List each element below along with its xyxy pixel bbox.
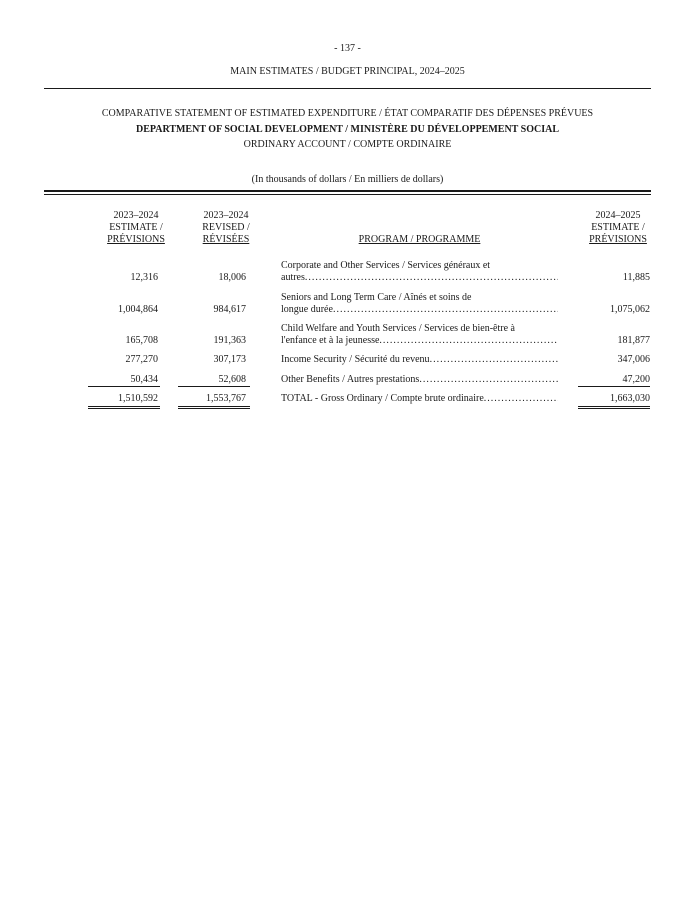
table-cell-estimate-curr: 347,006 (617, 354, 650, 365)
page-number: - 137 - (334, 43, 361, 54)
table-cell-estimate-prev: 277,270 (125, 354, 158, 365)
program-name: Other Benefits / Autres prestations (281, 374, 420, 385)
column-header-label-fr: PRÉVISIONS (107, 234, 165, 245)
column-header-revised-prev (186, 210, 266, 246)
table-row-total (281, 393, 558, 405)
table-row-program (281, 323, 558, 347)
subtotal-rule (578, 386, 650, 387)
table-row-program (281, 292, 558, 316)
document-title: MAIN ESTIMATES / BUDGET PRINCIPAL, 2024–2025 (230, 66, 465, 77)
column-header-label: ESTIMATE / (109, 222, 163, 233)
total-rule-lower (88, 408, 160, 409)
units-note: (In thousands of dollars / En milliers de dollars) (251, 174, 444, 185)
column-header-year: 2023–2024 (203, 210, 249, 221)
column-header-year: 2023–2024 (113, 210, 159, 221)
program-name-line2: l'enfance et à la jeunesse (281, 335, 380, 346)
table-cell-estimate-prev: 12,316 (130, 272, 158, 283)
table-cell-estimate-curr: 181,877 (617, 335, 650, 346)
table-cell-revised-prev: 307,173 (213, 354, 246, 365)
table-cell-revised-prev: 18,006 (218, 272, 246, 283)
table-cell-estimate-curr: 1,075,062 (610, 304, 650, 315)
leader-dots (305, 272, 558, 284)
table-cell-estimate-curr: 47,200 (622, 374, 650, 385)
program-name-line1: Seniors and Long Term Care / Aînés et soins de (281, 292, 472, 303)
total-rule-lower (178, 408, 250, 409)
column-header-estimate-prev (96, 210, 176, 246)
subtotal-rule (88, 386, 160, 387)
total-estimate-prev: 1,510,592 (118, 393, 158, 404)
program-name-line2: autres (281, 272, 305, 283)
table-cell-estimate-prev: 1,004,864 (118, 304, 158, 315)
leader-dots (333, 304, 558, 316)
table-cell-estimate-prev: 50,434 (130, 374, 158, 385)
total-rule-upper (88, 406, 160, 407)
leader-dots (379, 335, 558, 347)
table-top-rule-thick (44, 190, 651, 192)
table-cell-estimate-prev: 165,708 (125, 335, 158, 346)
column-header-estimate-curr (578, 210, 658, 246)
column-header-label-fr: RÉVISÉES (202, 234, 250, 245)
program-name-line1: Child Welfare and Youth Services / Services de bien-être à (281, 323, 515, 334)
leader-dots (484, 393, 558, 405)
table-row-program (281, 260, 558, 284)
program-name-line2: longue durée (281, 304, 333, 315)
total-estimate-curr: 1,663,030 (610, 393, 650, 404)
total-label: TOTAL - Gross Ordinary / Compte brute ordinaire (281, 393, 484, 404)
total-revised-prev: 1,553,767 (206, 393, 246, 404)
table-row-program (281, 374, 558, 386)
column-header-label-fr: PRÉVISIONS (589, 234, 647, 245)
column-header-year: 2024–2025 (595, 210, 641, 221)
column-header-program: PROGRAM / PROGRAMME (358, 234, 481, 245)
table-row-program (281, 354, 558, 366)
column-header-label: ESTIMATE / (591, 222, 645, 233)
column-header-label: REVISED / (202, 222, 250, 233)
program-name-line1: Corporate and Other Services / Services généraux et (281, 260, 491, 271)
table-top-rule-thin (44, 194, 651, 195)
account-heading: ORDINARY ACCOUNT / COMPTE ORDINAIRE (243, 139, 452, 150)
leader-dots (430, 354, 558, 366)
department-heading: DEPARTMENT OF SOCIAL DEVELOPMENT / MINISTÈRE DU DÉVELOPPEMENT SOCIAL (135, 124, 560, 135)
table-cell-estimate-curr: 11,885 (622, 272, 650, 283)
leader-dots (419, 374, 558, 386)
total-rule-lower (578, 408, 650, 409)
statement-heading: COMPARATIVE STATEMENT OF ESTIMATED EXPENDITURE / ÉTAT COMPARATIF DES DÉPENSES PRÉVUES (101, 108, 594, 119)
table-cell-revised-prev: 52,608 (218, 374, 246, 385)
total-rule-upper (178, 406, 250, 407)
table-cell-revised-prev: 191,363 (213, 335, 246, 346)
subtotal-rule (178, 386, 250, 387)
total-rule-upper (578, 406, 650, 407)
table-cell-revised-prev: 984,617 (213, 304, 246, 315)
header-rule (44, 88, 651, 89)
program-name: Income Security / Sécurité du revenu (281, 354, 430, 365)
